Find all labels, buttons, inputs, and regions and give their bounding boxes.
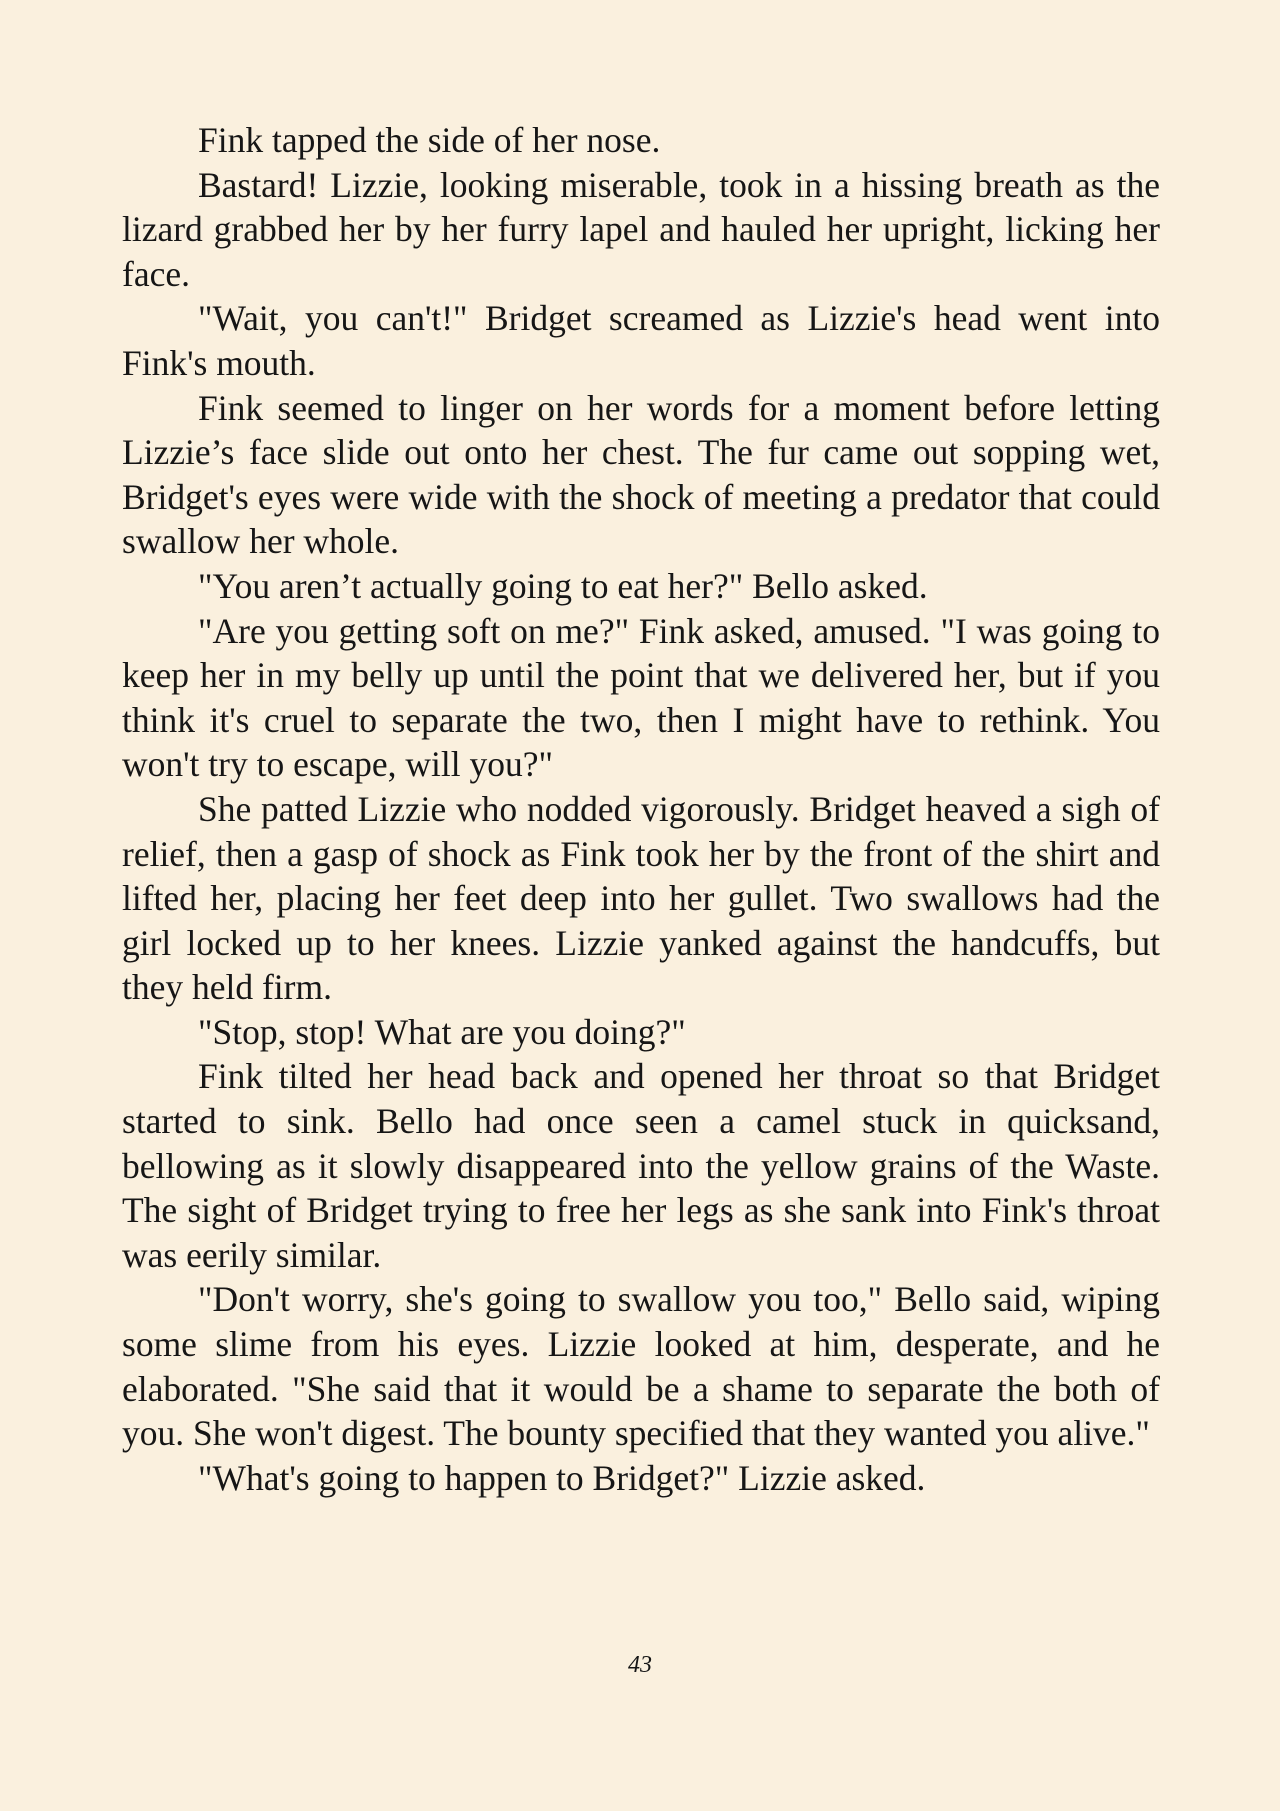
paragraph: "You aren’t actually going to eat her?" Bello asked. xyxy=(198,565,928,606)
paragraph: "Are you getting soft on me?" Fink asked, amused. "I was going to keep her in my belly up until the point that we delivered her, but if you think it's cruel to separate the two, then I might have to rethink. You won't try to escape, will you?" xyxy=(122,610,1160,785)
paragraph: Fink tapped the side of her nose. xyxy=(198,120,661,160)
paragraph: "Wait, you can't!" Bridget screamed as Lizzie's head went into Fink's mouth. xyxy=(122,298,1160,383)
paragraph: Fink seemed to linger on her words for a moment before letting Lizzie’s face slide out onto her chest. The fur came out sopping wet, Bridget's eyes were wide with the shock of meeting a predator that could swallow her whole. xyxy=(122,387,1160,562)
paragraph: "What's going to happen to Bridget?" Lizzie asked. xyxy=(198,1457,926,1498)
paragraph: "Stop, stop! What are you doing?" xyxy=(198,1011,686,1052)
paragraph: Fink tilted her head back and opened her throat so that Bridget started to sink. Bello had once seen a camel stuck in quicksand, bellowing as it slowly disappeared into the yellow grains of the Waste. The sight of Bridget trying to free her legs as she sank into Fink's throat was eerily similar. xyxy=(122,1056,1160,1275)
paragraph: Bastard! Lizzie, looking miserable, took in a hissing breath as the lizard grabbed her by her furry lapel and hauled her upright, licking her face. xyxy=(122,164,1160,294)
page-number: 43 xyxy=(628,1652,652,1678)
paragraph: "Don't worry, she's going to swallow you too," Bello said, wiping some slime from his eyes. Lizzie looked at him, desperate, and he elaborated. "She said that it would be a shame to separate the both of you. She won't digest. The bounty specified that they wanted you alive." xyxy=(122,1279,1160,1454)
paragraph: She patted Lizzie who nodded vigorously. Bridget heaved a sigh of relief, then a gasp of shock as Fink took her by the front of the shirt and lifted her, placing her feet deep into her gullet. Two swallows had the girl locked up to her knees. Lizzie yanked against the handcuffs, but they held firm. xyxy=(122,788,1160,1008)
body-text xyxy=(122,118,1160,1500)
